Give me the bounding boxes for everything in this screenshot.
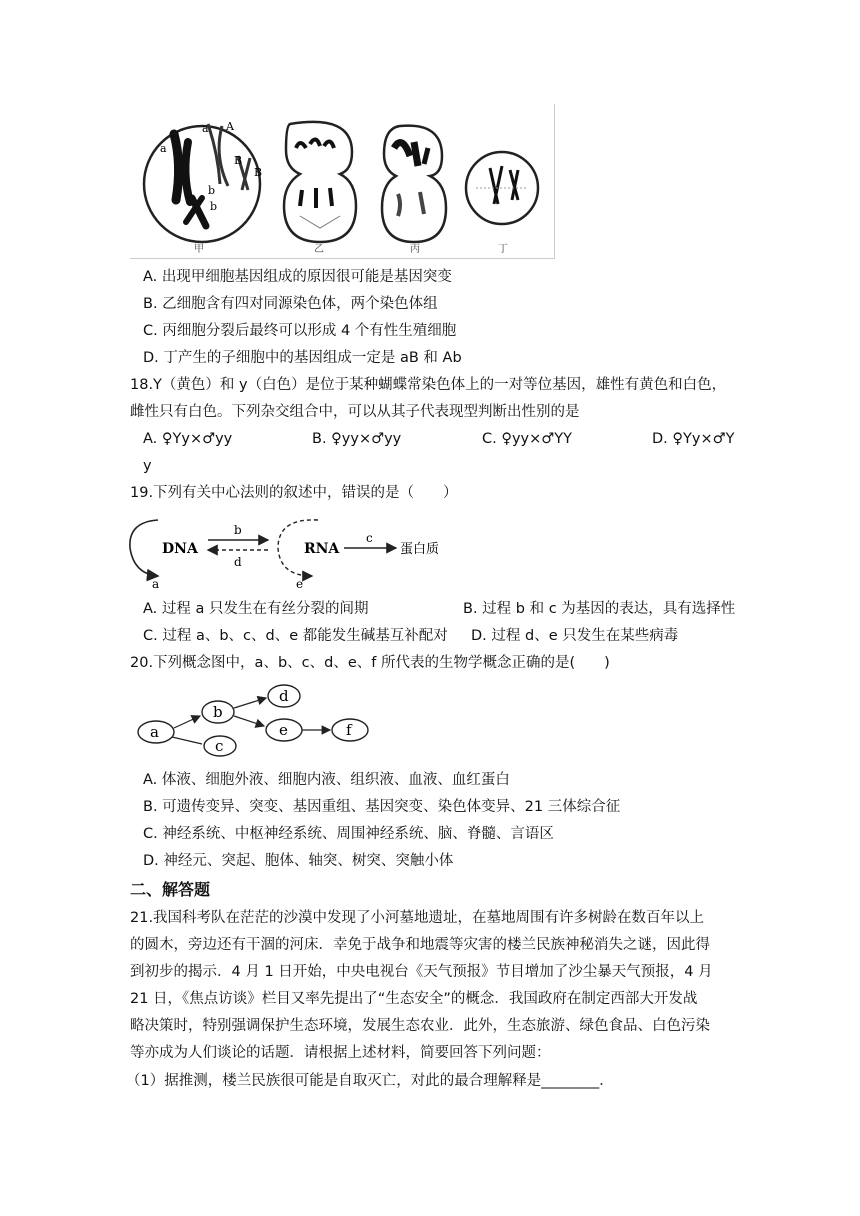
cell-label-jia: 甲: [194, 244, 204, 255]
q20-option-a: A. 体液、细胞外液、细胞内液、组织液、血液、血红蛋白: [143, 772, 510, 788]
q21-sub-question-1: （1）据推测，楼兰民族很可能是自取灭亡，对此的最合理解释是________．: [126, 1073, 614, 1089]
q19-stem: 19.下列有关中心法则的叙述中，错误的是（ ）: [130, 485, 458, 501]
node-protein: 蛋白质: [400, 542, 440, 557]
node-b: b: [213, 703, 223, 721]
q18-option-b: B. ♀yy×♂yy: [312, 431, 402, 447]
node-e: e: [279, 721, 288, 739]
q17-option-b: B. 乙细胞含有四对同源染色体，两个染色体组: [143, 296, 438, 312]
gene-label: b: [210, 200, 218, 213]
q19-option-a: A. 过程 a 只发生在有丝分裂的间期: [143, 601, 369, 617]
gene-label: B: [234, 154, 243, 167]
label-e: e: [296, 577, 304, 590]
cell-yi: [284, 122, 356, 242]
q17-option-a: A. 出现甲细胞基因组成的原因很可能是基因突变: [143, 269, 452, 285]
q18-stem-line1: 18.Y（黄色）和 y（白色）是位于某种蝴蝶常染色体上的一对等位基因，雄性有黄色和白色，: [130, 377, 727, 393]
q21-line: 到初步的揭示．4 月 1 日开始，中央电视台《天气预报》节目增加了沙尘暴天气预报，4 月: [130, 964, 713, 980]
q18-option-c: C. ♀yy×♂YY: [482, 431, 572, 447]
q18-option-d-wrap: y: [143, 458, 152, 474]
cell-label-bing: 丙: [410, 244, 420, 255]
cell-label-ding: 丁: [498, 244, 508, 255]
node-d: d: [279, 687, 289, 705]
gene-label: A: [226, 120, 234, 133]
q18-option-d: D. ♀Yy×♂Y: [652, 431, 735, 447]
concept-map-diagram: [136, 680, 376, 760]
q19-option-b: B. 过程 b 和 c 为基因的表达，具有选择性: [463, 601, 736, 617]
q21-line: 略决策时，特别强调保护生态环境，发展生态农业．此外，生态旅游、绿色食品、白色污染: [130, 1018, 710, 1034]
q21-line: 的圆木，旁边还有干涸的河床．幸免于战争和地震等灾害的楼兰民族神秘消失之谜，因此得: [130, 937, 710, 953]
q20-option-c: C. 神经系统、中枢神经系统、周围神经系统、脑、脊髓、言语区: [143, 826, 554, 842]
q17-option-d: D. 丁产生的子细胞中的基因组成一定是 aB 和 Ab: [143, 350, 462, 366]
node-dna: DNA: [162, 541, 198, 557]
q21-line: 21 日，《焦点访谈》栏目又率先提出了“生态安全”的概念．我国政府在制定西部大开发战: [130, 991, 698, 1007]
node-rna: RNA: [304, 541, 340, 557]
q17-option-c: C. 丙细胞分裂后最终可以形成 4 个有性生殖细胞: [143, 323, 457, 339]
cell-label-yi: 乙: [314, 244, 324, 255]
label-d: d: [234, 555, 242, 569]
gene-label: b: [208, 184, 216, 197]
q20-option-b: B. 可遗传变异、突变、基因重组、基因突变、染色体变异、21 三体综合征: [143, 799, 621, 815]
q20-option-d: D. 神经元、突起、胞体、轴突、树突、突触小体: [143, 853, 454, 869]
cell-ding: [466, 152, 538, 224]
section-title: 二、解答题: [130, 880, 211, 899]
label-c: c: [366, 531, 373, 545]
q21-line: 21.我国科考队在茫茫的沙漠中发现了小河墓地遗址，在墓地周围有许多树龄在数百年以上: [130, 910, 705, 926]
gene-label: a: [160, 142, 167, 155]
q20-stem: 20.下列概念图中，a、b、c、d、e、f 所代表的生物学概念正确的是( ): [130, 655, 610, 671]
q18-option-a: A. ♀Yy×♂yy: [143, 431, 233, 447]
q18-stem-line2: 雌性只有白色。下列杂交组合中，可以从其子代表现型判断出性别的是: [130, 404, 580, 420]
q19-option-d: D. 过程 d、e 只发生在某些病毒: [471, 628, 679, 644]
label-b: b: [234, 523, 242, 537]
central-dogma-diagram: [128, 510, 458, 590]
cell-division-figure: [130, 104, 555, 259]
cell-bing: [382, 126, 446, 242]
node-a: a: [150, 723, 159, 741]
node-f: f: [346, 721, 352, 739]
gene-label: a: [202, 122, 209, 135]
node-c: c: [215, 737, 224, 755]
label-a: a: [152, 577, 160, 590]
gene-label: B: [254, 166, 263, 179]
q21-line: 等亦成为人们谈论的话题．请根据上述材料，简要回答下列问题：: [130, 1045, 551, 1061]
q19-option-c: C. 过程 a、b、c、d、e 都能发生碱基互补配对: [143, 628, 448, 644]
